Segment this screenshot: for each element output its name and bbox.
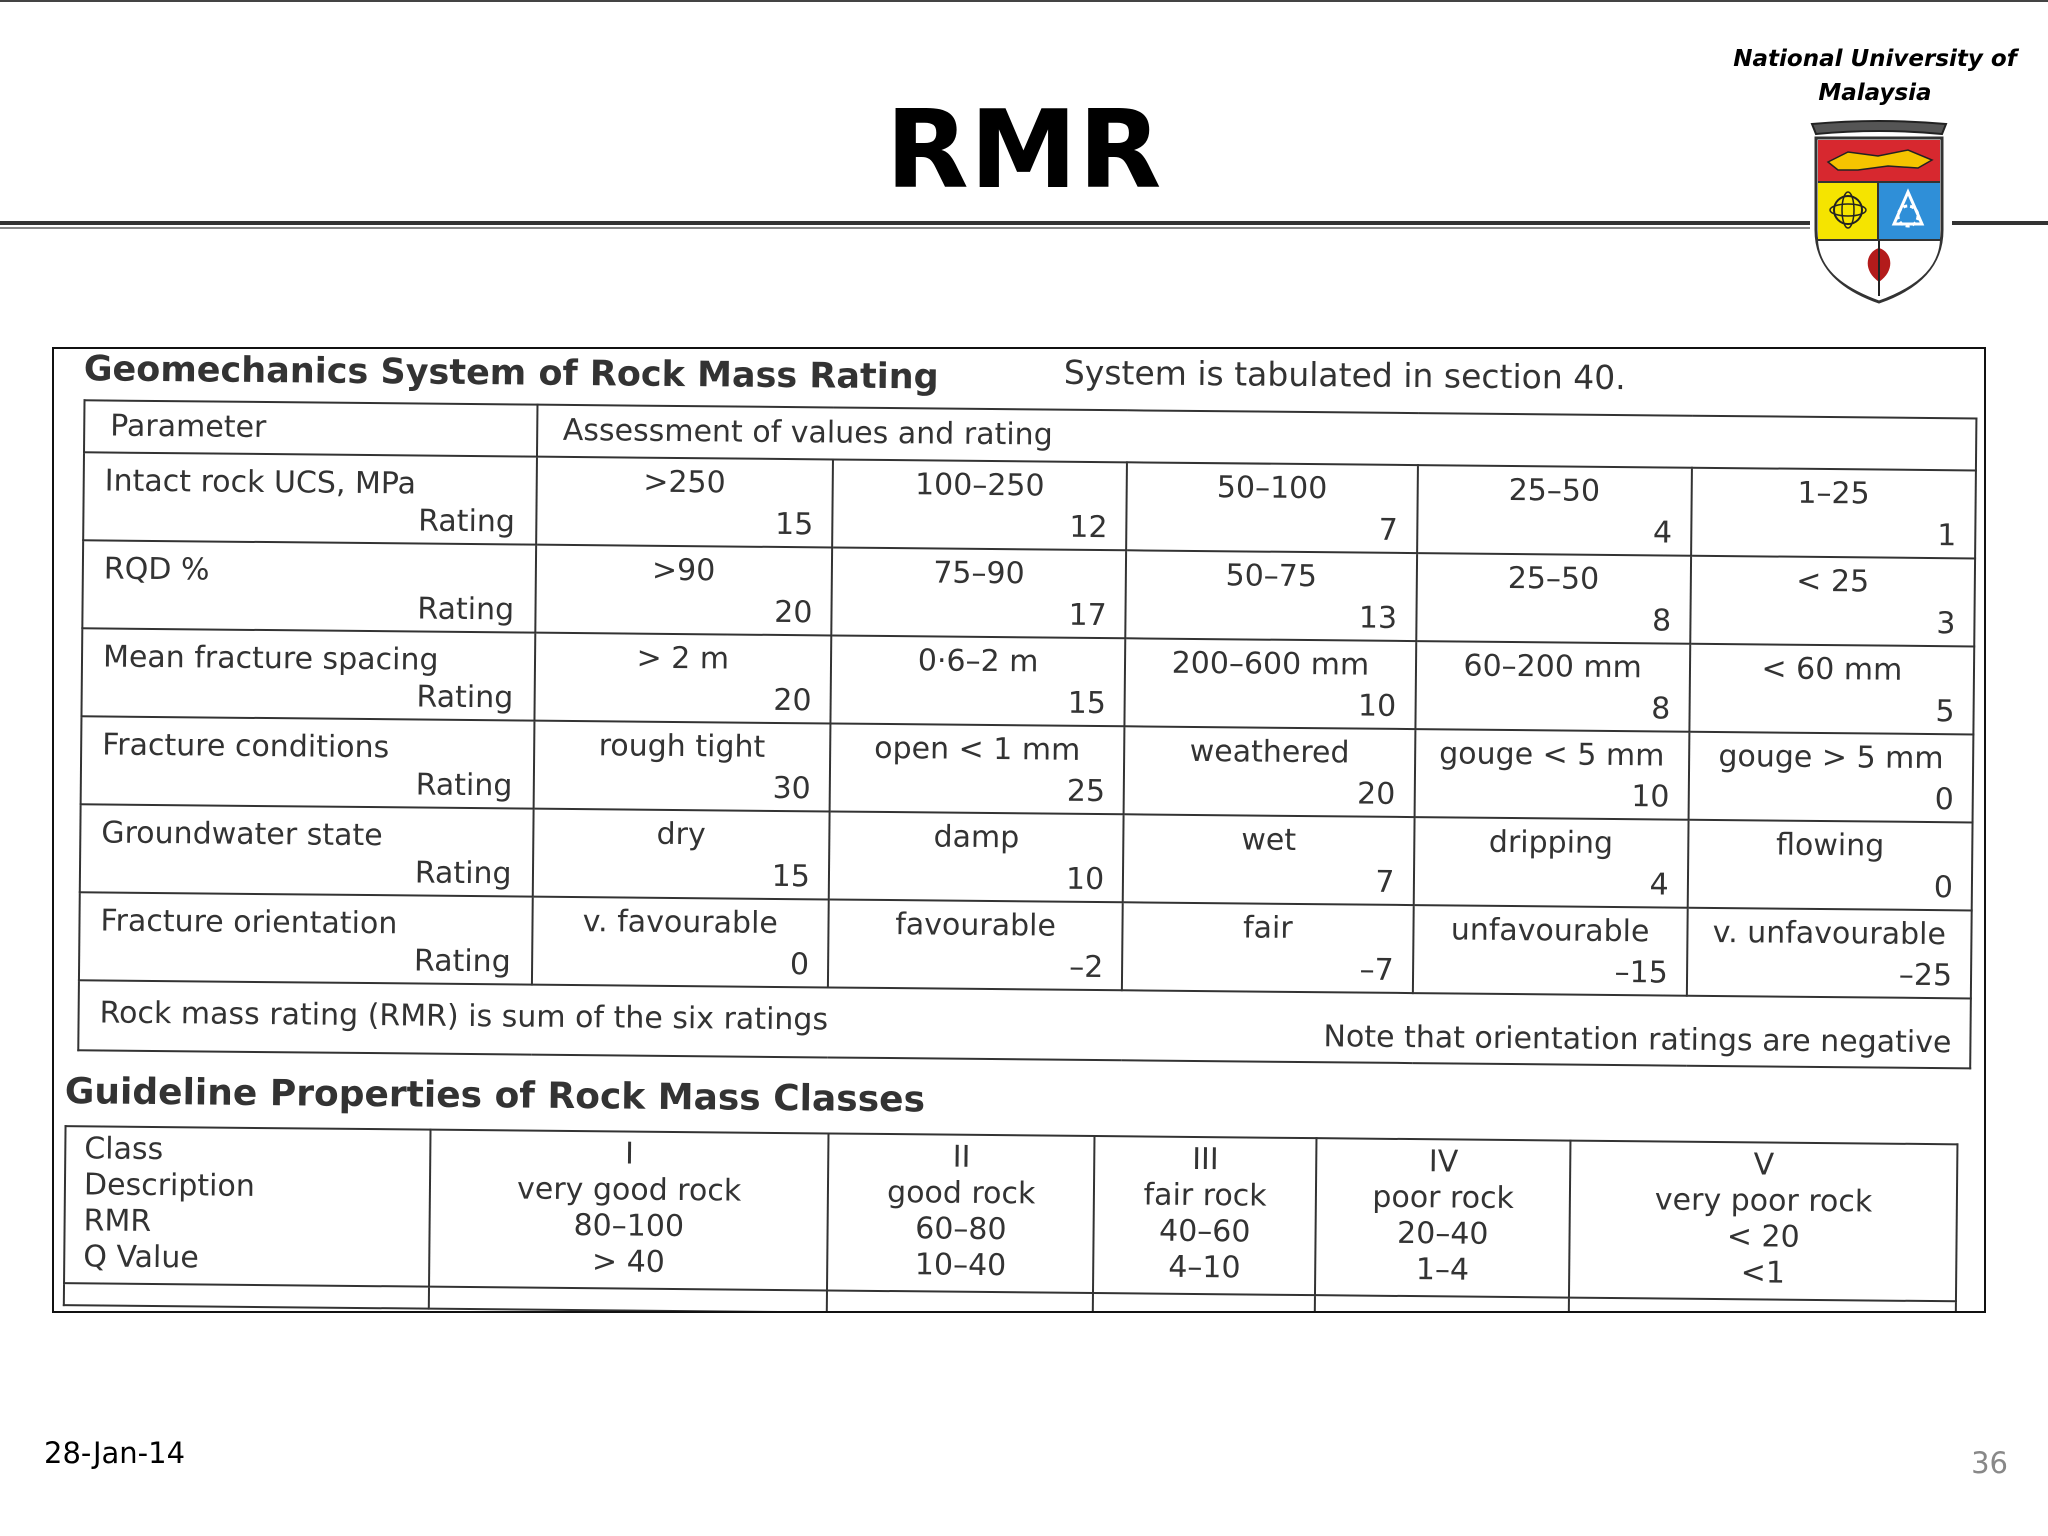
value-rating-cell (828, 899, 1123, 990)
rating-value: 13 (1358, 600, 1398, 636)
assessment-value: unfavourable (1450, 912, 1650, 950)
value-rating-cell (535, 545, 832, 636)
institution-name: National University of Malaysia (1733, 46, 2017, 106)
parameter-name: Fracture conditions (102, 727, 390, 766)
class-description: good rock (886, 1175, 1036, 1212)
assessment-value: weathered (1189, 733, 1350, 771)
assessment-value: v. unfavourable (1712, 914, 1947, 953)
parameter-cell (80, 804, 533, 896)
value-rating-cell (830, 723, 1125, 814)
parameter-name: Groundwater state (101, 815, 383, 854)
rating-value: 7 (1378, 512, 1399, 548)
rating-value: 15 (1067, 685, 1107, 722)
class-rmr: 60–80 (915, 1211, 1007, 1248)
class-class: II (952, 1139, 971, 1175)
class-column (1315, 1138, 1571, 1297)
rating-label: Rating (413, 943, 511, 980)
assessment-value: 25–50 (1507, 560, 1600, 597)
class-q: <1 (1740, 1255, 1786, 1291)
rating-table-top-note: System is tabulated in section 40. (1063, 352, 1626, 398)
rating-value: 15 (771, 858, 811, 895)
university-crest-logo (1808, 120, 1950, 304)
value-rating-cell (1415, 641, 1690, 732)
value-rating-cell (1412, 905, 1687, 996)
parameter-name: Fracture orientation (100, 903, 398, 942)
assessment-value: dry (656, 816, 706, 853)
class-column (429, 1130, 829, 1291)
class-class: I (624, 1136, 635, 1172)
class-class: III (1192, 1141, 1219, 1178)
assessment-value: favourable (895, 907, 1057, 944)
rating-value: 7 (1375, 864, 1395, 900)
class-column (827, 1133, 1094, 1293)
rating-value: 8 (1651, 603, 1672, 639)
rating-label: Rating (415, 767, 513, 804)
value-rating-cell (831, 547, 1126, 638)
class-description: very good rock (516, 1171, 742, 1209)
value-rating-cell (531, 897, 828, 988)
rating-value: 20 (1356, 776, 1396, 812)
class-q: 10–40 (914, 1247, 1007, 1284)
rating-value: –2 (1069, 949, 1104, 986)
class-rmr: 20–40 (1396, 1215, 1489, 1252)
parameter-name: Intact rock UCS, MPa (104, 463, 417, 502)
parameter-cell (83, 452, 536, 544)
rmr-rating-table (77, 399, 1977, 1069)
value-rating-cell (1417, 465, 1692, 556)
rating-value: 10 (1357, 688, 1397, 724)
rating-value: 5 (1935, 694, 1955, 730)
value-rating-cell (1687, 820, 1972, 911)
label-rmr: RMR (83, 1203, 152, 1239)
value-rating-cell (829, 811, 1124, 902)
rating-value: 30 (772, 770, 811, 807)
page-number: 36 (1971, 1446, 2008, 1480)
rating-label: Rating (418, 503, 516, 540)
class-rmr: < 20 (1726, 1219, 1800, 1255)
value-rating-cell (1689, 644, 1974, 735)
assessment-value: fair (1242, 910, 1293, 946)
rating-value: 10 (1065, 861, 1105, 898)
assessment-value: < 60 mm (1761, 651, 1903, 688)
rating-value: 0 (1934, 782, 1954, 818)
class-q: > 40 (591, 1244, 666, 1280)
value-rating-cell (1414, 729, 1689, 820)
value-rating-cell (1126, 462, 1417, 553)
slide-title: RMR (885, 88, 1163, 213)
class-description: very poor rock (1654, 1182, 1873, 1220)
label-description: Description (83, 1167, 255, 1204)
classes-row (64, 1126, 1957, 1301)
parameter-cell (81, 716, 534, 808)
rating-value: 1 (1937, 518, 1957, 554)
label-class: Class (84, 1131, 164, 1168)
value-rating-cell (1125, 638, 1416, 729)
value-rating-cell (1691, 468, 1976, 559)
parameter-name: RQD % (103, 551, 210, 588)
parameter-cell (81, 628, 534, 720)
value-rating-cell (1416, 553, 1691, 644)
orientation-negative-note: Note that orientation ratings are negative (1323, 1019, 1952, 1061)
rating-value: 20 (774, 594, 813, 631)
value-rating-cell (832, 459, 1127, 550)
assessment-value: 50–75 (1225, 558, 1318, 595)
class-rmr: 80–100 (573, 1208, 685, 1245)
class-column (1093, 1136, 1316, 1295)
assessment-value: v. favourable (582, 904, 778, 941)
header-rule (0, 221, 1810, 225)
class-description: fair rock (1143, 1177, 1267, 1214)
value-rating-cell (1126, 550, 1417, 641)
value-rating-cell (1122, 902, 1413, 993)
assessment-value: flowing (1775, 827, 1885, 864)
assessment-value: gouge < 5 mm (1439, 736, 1665, 774)
classes-table-title: Guideline Properties of Rock Mass Classes (64, 1071, 926, 1121)
rating-value: 12 (1069, 509, 1108, 546)
assessment-value: wet (1241, 822, 1297, 858)
assessment-value: > 2 m (636, 640, 730, 677)
assessment-value: >90 (651, 552, 716, 589)
class-description: poor rock (1372, 1179, 1515, 1217)
rating-table-title: Geomechanics System of Rock Mass Rating (83, 349, 939, 398)
assessment-value: gouge > 5 mm (1718, 738, 1944, 777)
top-border (0, 0, 2048, 2)
value-rating-cell (830, 635, 1125, 726)
class-class: V (1753, 1147, 1775, 1183)
rating-value: 15 (774, 506, 814, 543)
slide-date: 28-Jan-14 (44, 1436, 186, 1470)
assessment-value: 25–50 (1508, 472, 1601, 509)
value-rating-cell (1688, 732, 1973, 823)
value-rating-cell (536, 457, 833, 548)
rating-value: 3 (1936, 606, 1956, 642)
class-row-labels (64, 1126, 430, 1286)
assessment-value: < 25 (1796, 563, 1870, 600)
class-column (1569, 1141, 1957, 1302)
value-rating-cell (1124, 726, 1415, 817)
rating-value: –25 (1898, 957, 1953, 994)
assessment-value: >250 (643, 464, 726, 501)
rating-value: 25 (1066, 773, 1106, 810)
class-class: IV (1428, 1144, 1459, 1180)
parameter-name: Mean fracture spacing (102, 639, 439, 678)
value-rating-cell (1123, 814, 1414, 905)
value-rating-cell (1413, 817, 1688, 908)
assessment-value: 60–200 mm (1463, 648, 1643, 686)
parameter-header: Parameter (84, 400, 537, 456)
label-q-value: Q Value (83, 1239, 199, 1276)
value-rating-cell (533, 721, 830, 812)
value-rating-cell (1687, 908, 1972, 999)
scanned-table-image (52, 347, 1986, 1313)
class-rmr: 40–60 (1158, 1213, 1251, 1250)
assessment-value: open < 1 mm (874, 730, 1081, 768)
value-rating-cell (532, 809, 829, 900)
rating-value: 17 (1068, 597, 1107, 634)
rating-label: Rating (417, 591, 515, 628)
header-rule-right (1952, 221, 2048, 225)
rating-value: 8 (1651, 691, 1671, 727)
rating-value: –7 (1359, 952, 1394, 988)
rating-value: 0 (789, 947, 810, 983)
header-rule-thin (0, 227, 1810, 229)
assessment-value: damp (933, 819, 1020, 856)
assessment-value: 200–600 mm (1171, 645, 1370, 683)
rmr-sum-note: Rock mass rating (RMR) is sum of the six ratings (99, 995, 829, 1038)
rating-value: 10 (1631, 779, 1670, 815)
rock-mass-classes-table (63, 1125, 1959, 1313)
class-q: 4–10 (1168, 1249, 1241, 1286)
value-rating-cell (534, 633, 831, 724)
rating-label: Rating (414, 855, 512, 892)
parameter-cell (79, 892, 532, 984)
assessment-value: 1–25 (1797, 475, 1870, 512)
value-rating-cell (1690, 556, 1975, 647)
rating-value: 20 (773, 682, 812, 719)
rating-value: –15 (1614, 955, 1668, 991)
assessment-value: 75–90 (933, 555, 1025, 592)
rating-value: 0 (1933, 870, 1954, 906)
rating-value: 4 (1652, 515, 1673, 551)
assessment-value: 0·6–2 m (917, 643, 1039, 680)
assessment-value: 100–250 (914, 467, 1045, 504)
parameter-cell (82, 540, 535, 632)
assessment-value: rough tight (598, 728, 766, 765)
assessment-header: Assessment of values and rating (537, 405, 1977, 471)
rating-label: Rating (416, 679, 514, 716)
assessment-value: 50–100 (1216, 470, 1328, 507)
assessment-value: dripping (1488, 824, 1614, 861)
class-q: 1–4 (1415, 1252, 1470, 1288)
rating-value: 4 (1649, 867, 1669, 903)
